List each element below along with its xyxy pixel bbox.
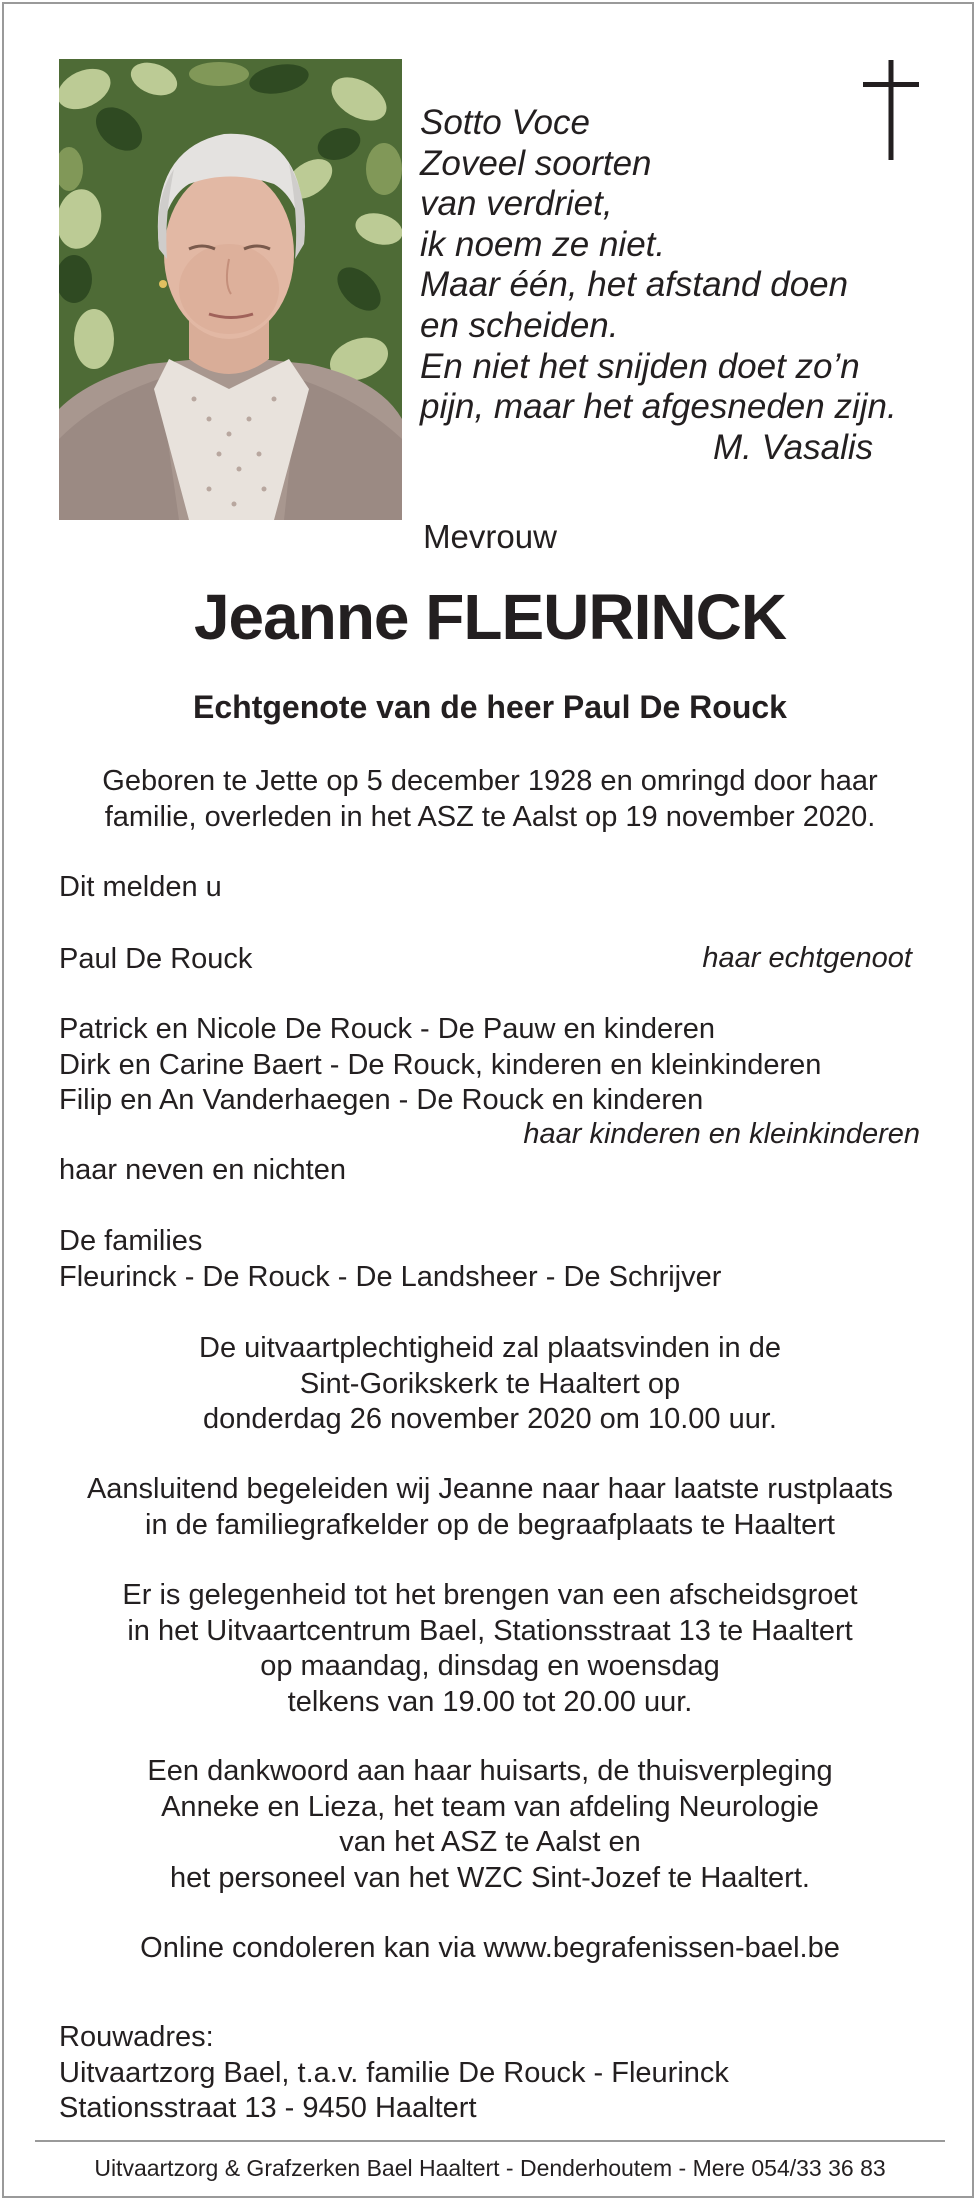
text-line: Geboren te Jette op 5 december 1928 en omringd door haar xyxy=(102,765,878,797)
farewell-text xyxy=(0,1578,980,1720)
list-item: Dirk en Carine Baert - De Rouck, kinderen en kleinkinderen xyxy=(59,1048,822,1081)
list-item: Filip en An Vanderhaegen - De Rouck en kinderen xyxy=(59,1084,704,1116)
online-condolences: Online condoleren kan via www.begrafenissen-bael.be xyxy=(140,1932,840,1964)
families-block xyxy=(59,1224,721,1295)
portrait-photo xyxy=(59,59,402,520)
latin-cross-icon xyxy=(863,60,919,160)
text-line: in de familiegrafkelder op de begraafplaats te Haaltert xyxy=(145,1508,835,1541)
text-line: donderdag 26 november 2020 om 10.00 uur. xyxy=(203,1403,777,1435)
text-line: in het Uitvaartcentrum Bael, Stationsstraat 13 te Haaltert xyxy=(127,1614,853,1647)
text-line: het personeel van het WZC Sint-Jozef te Haaltert. xyxy=(170,1861,810,1894)
thanks-text xyxy=(0,1754,980,1896)
poem-author: M. Vasalis xyxy=(713,427,874,467)
poem-line: ik noem ze niet. xyxy=(420,224,666,264)
birth-death-text xyxy=(0,764,980,835)
text-line: telkens van 19.00 tot 20.00 uur. xyxy=(287,1685,693,1718)
husband-role: haar echtgenoot xyxy=(702,942,912,974)
children-list xyxy=(59,1012,821,1119)
address-line: Uitvaartzorg Bael, t.a.v. familie De Rouck - Fleurinck xyxy=(59,2056,729,2089)
salutation: Mevrouw xyxy=(423,518,557,555)
text-line: Een dankwoord aan haar huisarts, de thuisverpleging xyxy=(147,1755,833,1787)
poem-line: Maar één, het afstand doen xyxy=(420,265,849,305)
portrait-illustration xyxy=(59,59,402,520)
announce-text: Dit melden u xyxy=(59,871,222,903)
text-line: Aansluitend begeleiden wij Jeanne naar haar laatste rustplaats xyxy=(86,1473,894,1505)
deceased-name: Jeanne FLEURINCK xyxy=(193,581,787,653)
footer-text: Uitvaartzorg & Grafzerken Bael Haaltert - Denderhoutem - Mere 054/33 36 83 xyxy=(94,2155,886,2181)
text-line: Sint-Gorikskerk te Haaltert op xyxy=(299,1367,681,1400)
spouse-line: Echtgenote van de heer Paul De Rouck xyxy=(193,689,787,725)
families-label: De families xyxy=(59,1225,203,1257)
ceremony-text xyxy=(0,1331,980,1438)
poem-line: En niet het snijden doet zo’n xyxy=(420,346,860,386)
nephews-text: haar neven en nichten xyxy=(59,1154,346,1186)
address-line: Stationsstraat 13 - 9450 Haaltert xyxy=(59,2092,477,2124)
text-line: Er is gelegenheid tot het brengen van een afscheidsgroet xyxy=(122,1579,858,1611)
mourning-address xyxy=(59,2020,729,2127)
burial-text xyxy=(0,1472,980,1543)
poem xyxy=(420,103,940,468)
poem-line: en scheiden. xyxy=(420,305,619,345)
husband-name: Paul De Rouck xyxy=(59,943,253,975)
text-line: op maandag, dinsdag en woensdag xyxy=(260,1650,720,1682)
poem-line: Zoveel soorten xyxy=(420,143,652,183)
text-line: familie, overleden in het ASZ te Aalst op 19 november 2020. xyxy=(104,800,876,833)
families-names: Fleurinck - De Rouck - De Landsheer - De Schrijver xyxy=(59,1260,722,1293)
poem-line: van verdriet, xyxy=(420,184,613,224)
poem-line: pijn, maar het afgesneden zijn. xyxy=(420,387,897,427)
text-line: De uitvaartplechtigheid zal plaatsvinden in de xyxy=(199,1332,781,1364)
poem-line: Sotto Voce xyxy=(420,103,590,142)
text-line: van het ASZ te Aalst en xyxy=(339,1826,641,1858)
address-label: Rouwadres: xyxy=(59,2021,214,2053)
list-item: Patrick en Nicole De Rouck - De Pauw en kinderen xyxy=(59,1013,716,1045)
footer-divider xyxy=(35,2140,945,2142)
text-line: Anneke en Lieza, het team van afdeling Neurologie xyxy=(161,1790,819,1823)
children-role: haar kinderen en kleinkinderen xyxy=(523,1118,920,1150)
